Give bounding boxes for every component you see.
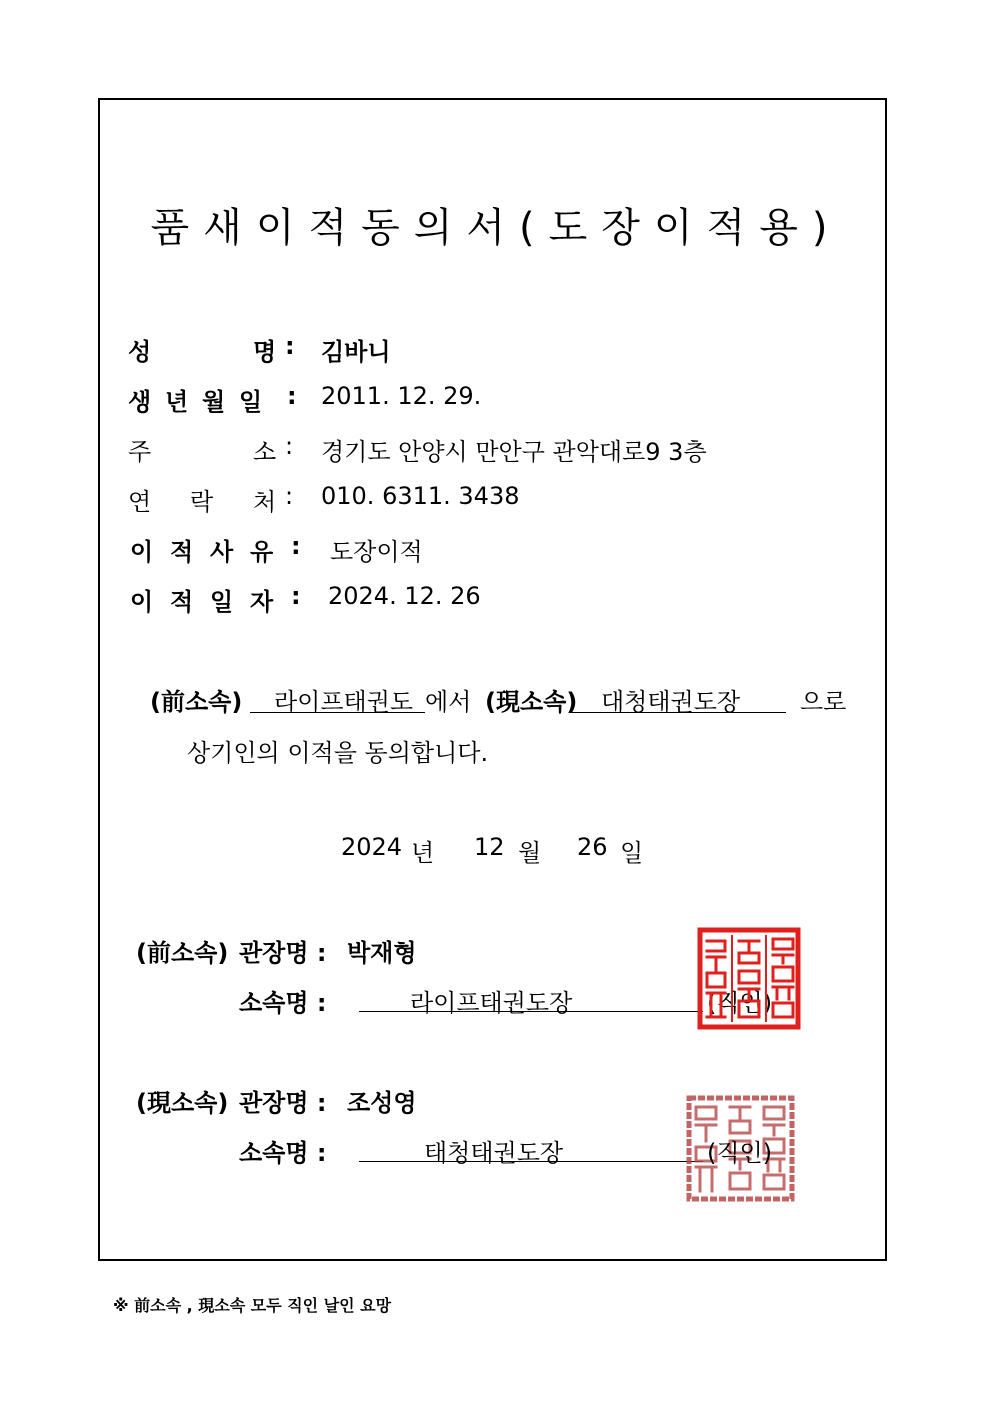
transfer-date-row	[0, 582, 992, 622]
consent-line-2: 상기인의 이적을 동의합니다.	[187, 739, 489, 767]
address-value: 경기도 안양시 만안구 관악대로9 3층	[321, 438, 707, 466]
birth-row	[0, 382, 992, 422]
reason-label-char-1: 이	[130, 538, 154, 566]
reason-label-char-3: 사	[210, 538, 234, 566]
date-label-char-2: 적	[170, 588, 194, 616]
prev-gym-underline	[250, 712, 425, 713]
prev-head-name: 박재형	[347, 939, 417, 967]
birth-label-char-3: 월	[202, 388, 226, 416]
curr-gym-name-underline	[359, 1161, 703, 1162]
consent-curr-gym: 대청태권도장	[601, 688, 741, 716]
contact-colon: :	[285, 482, 294, 510]
address-label-char-2: 소	[253, 438, 277, 466]
curr-gym-name: 태청태권도장	[424, 1139, 564, 1167]
reason-label-char-4: 유	[250, 538, 274, 566]
sign-year: 2024	[341, 833, 403, 861]
birth-label-char-1: 생	[128, 388, 152, 416]
birth-label-char-2: 년	[165, 388, 189, 416]
address-row	[0, 432, 992, 472]
sign-year-unit: 년	[411, 839, 435, 867]
curr-seal-note: (직인)	[707, 1139, 773, 1167]
consent-line-1	[0, 682, 992, 722]
curr-gym-underline	[572, 712, 786, 713]
sign-month-unit: 월	[518, 839, 542, 867]
date-value: 2024. 12. 26	[328, 582, 481, 610]
birth-label-char-4: 일	[239, 388, 263, 416]
reason-label-char-2: 적	[170, 538, 194, 566]
curr-gym-label: 소속명 :	[239, 1139, 327, 1167]
name-label-char-1: 성	[128, 338, 152, 366]
reason-colon: :	[291, 532, 301, 560]
address-colon: :	[285, 432, 294, 460]
curr-prefix: (現소속)	[136, 1089, 229, 1117]
contact-value: 010. 6311. 3438	[321, 482, 520, 510]
prev-seal-note: (직인)	[707, 989, 773, 1017]
sign-month: 12	[474, 833, 505, 861]
contact-label-char-3: 처	[253, 488, 277, 516]
consent-to-suffix: 으로	[800, 688, 847, 716]
date-label-char-1: 이	[130, 588, 154, 616]
prev-gym-label: 소속명 :	[239, 989, 327, 1017]
sign-day: 26	[577, 833, 608, 861]
reason-row	[0, 532, 992, 572]
date-label-char-3: 일	[210, 588, 234, 616]
sign-day-unit: 일	[620, 839, 644, 867]
contact-label-char-2: 락	[190, 488, 214, 516]
prev-gym-name-underline	[359, 1011, 703, 1012]
consent-prev-prefix: (前소속)	[150, 688, 243, 716]
prev-seal-stamp	[697, 927, 801, 1030]
name-row	[0, 332, 992, 372]
curr-head-name: 조성영	[347, 1089, 417, 1117]
consent-curr-prefix: (現소속)	[485, 688, 578, 716]
address-label-char-1: 주	[128, 438, 152, 466]
curr-head-label: 관장명 :	[239, 1089, 327, 1117]
date-colon: :	[291, 582, 301, 610]
contact-label-char-1: 연	[128, 488, 152, 516]
contact-row	[0, 482, 992, 522]
consent-from-suffix: 에서	[425, 688, 472, 716]
footnote: ※ 前소속 , 現소속 모두 직인 날인 요망	[113, 1296, 392, 1315]
prev-head-label: 관장명 :	[239, 939, 327, 967]
consent-prev-gym: 라이프태권도	[274, 688, 414, 716]
birth-value: 2011. 12. 29.	[321, 382, 482, 410]
reason-value: 도장이적	[330, 538, 423, 566]
name-value: 김바니	[321, 338, 391, 366]
date-label-char-4: 자	[250, 588, 274, 616]
name-colon: :	[285, 332, 295, 360]
prev-prefix: (前소속)	[136, 939, 229, 967]
prev-gym-name: 라이프태권도장	[410, 989, 573, 1017]
document-title: 품새이적동의서(도장이적용)	[150, 205, 842, 251]
name-label-char-2: 명	[253, 338, 277, 366]
birth-colon: :	[287, 382, 297, 410]
